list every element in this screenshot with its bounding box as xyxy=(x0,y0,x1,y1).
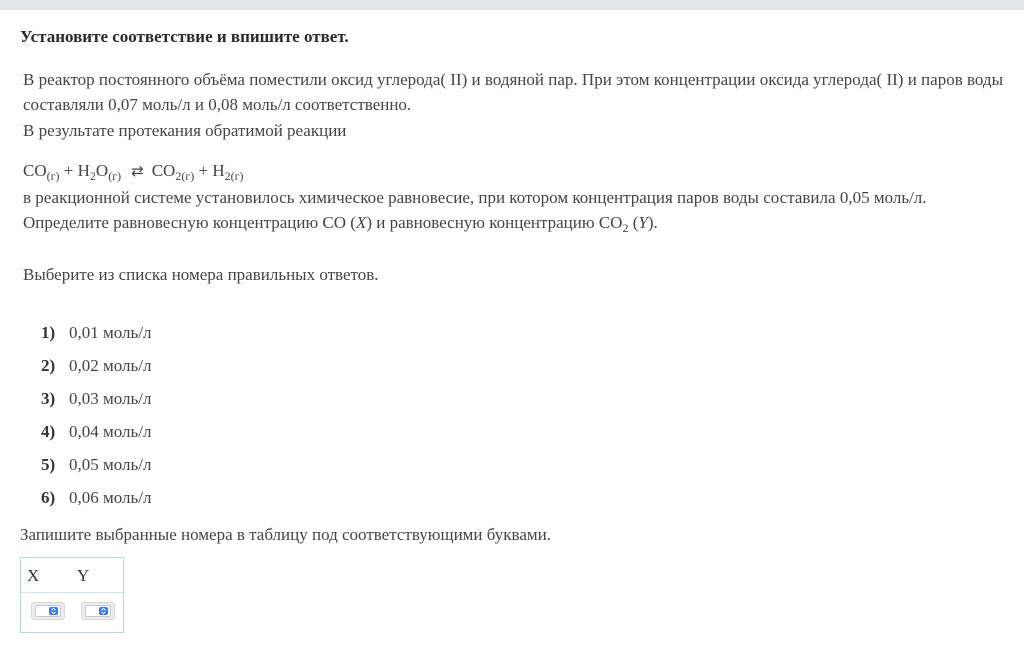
question-part-c: ( xyxy=(628,213,639,232)
option-number: 4) xyxy=(41,422,56,441)
question-part-d: ). xyxy=(647,213,658,232)
option-number: 5) xyxy=(41,455,56,474)
equilibrium-arrow-icon: ⇄ xyxy=(131,162,144,180)
option-text: 0,02 моль/л xyxy=(69,356,152,375)
choose-instruction: Выберите из списка номера правильных ответов. xyxy=(23,265,379,284)
eq-co2: CO xyxy=(151,161,176,180)
question-part-a: Определите равновесную концентрацию CO ( xyxy=(23,213,356,232)
reaction-equation xyxy=(23,158,1003,184)
option-number: 2) xyxy=(41,356,56,375)
variable-y: Y xyxy=(638,213,648,232)
option-item xyxy=(41,455,151,488)
variable-x: X xyxy=(355,213,367,232)
option-item xyxy=(41,422,151,455)
table-instruction: Запишите выбранные номера в таблицу под соответствующими буквами. xyxy=(20,525,551,544)
eq-state-2: (г) xyxy=(108,169,122,183)
column-header-x: X xyxy=(27,566,40,585)
select-field xyxy=(85,605,111,617)
task-title: Установите соответствие и впишите ответ. xyxy=(20,27,349,46)
question-sub: 2 xyxy=(622,221,629,235)
eq-state-1: (г) xyxy=(46,169,60,183)
eq-state-4: 2(г) xyxy=(224,169,244,183)
eq-co: CO xyxy=(23,161,47,180)
eq-sub-1: 2 xyxy=(89,169,96,183)
eq-plus-2: + H xyxy=(194,161,225,180)
updown-chevron-icon xyxy=(49,607,58,615)
answer-select-y[interactable] xyxy=(81,602,115,620)
question-part-b: ) и равновесную концентрацию CO xyxy=(366,213,623,232)
answer-options-list xyxy=(41,323,151,521)
updown-chevron-icon xyxy=(99,607,108,615)
option-item xyxy=(41,323,151,356)
option-text: 0,03 моль/л xyxy=(69,389,152,408)
option-number: 6) xyxy=(41,488,56,507)
option-text: 0,05 моль/л xyxy=(69,455,152,474)
eq-plus-1: + H xyxy=(59,161,90,180)
option-item xyxy=(41,488,151,521)
option-text: 0,06 моль/л xyxy=(69,488,152,507)
top-bar xyxy=(0,0,1024,10)
option-item xyxy=(41,356,151,389)
problem-paragraph-3: в реакционной системе установилось химическое равновесие, при котором концентрация паров воды составила 0,05 моль/л. xyxy=(23,188,927,207)
option-item xyxy=(41,389,151,422)
problem-paragraph-2: В результате протекания обратимой реакции xyxy=(23,121,347,140)
eq-o: O xyxy=(95,161,109,180)
problem-question xyxy=(23,210,1003,235)
table-divider xyxy=(21,592,123,593)
eq-state-3: 2(г) xyxy=(175,169,195,183)
option-text: 0,01 моль/л xyxy=(69,323,152,342)
column-header-y: Y xyxy=(77,566,90,585)
answer-table xyxy=(20,557,124,633)
select-field xyxy=(35,605,61,617)
option-number: 1) xyxy=(41,323,56,342)
problem-paragraph-1: В реактор постоянного объёма поместили оксид углерода( II) и водяной пар. При этом концентрации оксида углерода( II) и паров воды составляли 0,07 моль/л и 0,08 моль/л соответственно. xyxy=(23,70,1003,114)
option-text: 0,04 моль/л xyxy=(69,422,152,441)
option-number: 3) xyxy=(41,389,56,408)
answer-select-x[interactable] xyxy=(31,602,65,620)
